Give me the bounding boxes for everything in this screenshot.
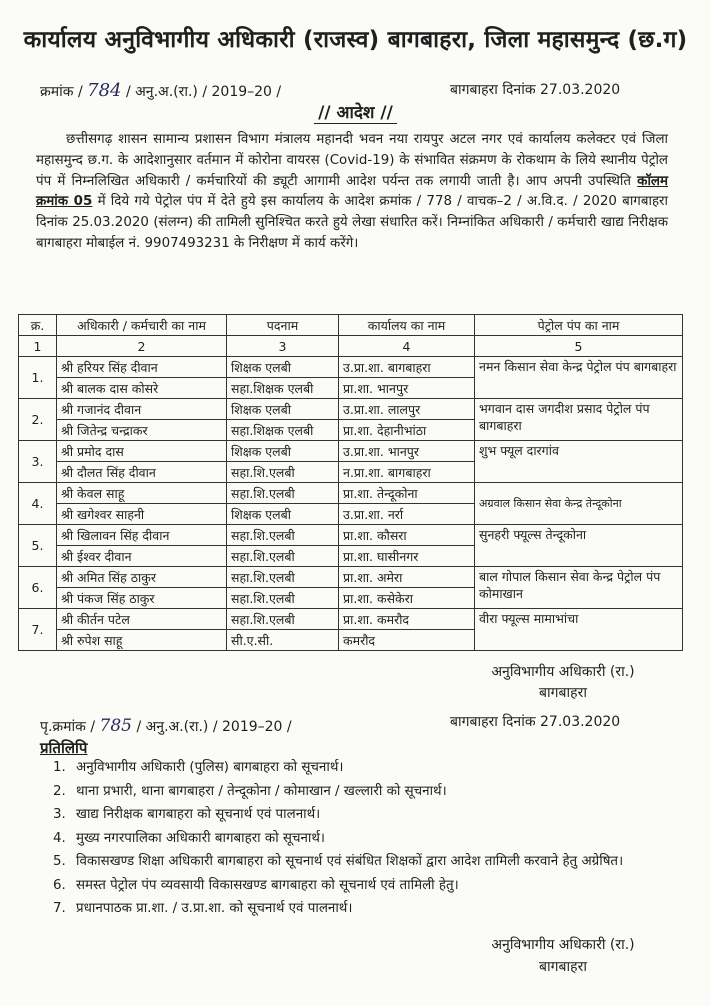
duty-table [18,314,683,651]
office-cell: उ.प्रा.शा. बागबाहरा [339,357,475,378]
office-cell: उ.प्रा.शा. नर्रा [339,504,475,525]
office-cell: प्रा.शा. घासीनगर [339,546,475,567]
table-row [19,399,683,420]
name-cell: श्री अमित सिंह ठाकुर [57,567,227,588]
post-cell: सी.ए.सी. [227,630,339,651]
header-name: अधिकारी / कर्मचारी का नाम [57,315,227,336]
order-body [36,130,668,255]
table-column-number-row [19,336,683,357]
order-date: बागबाहरा दिनांक 27.03.2020 [450,82,621,98]
post-cell: शिक्षक एलबी [227,399,339,420]
ref-number-handwritten: 785 [99,716,132,736]
signatory-place: बागबाहरा [539,959,587,975]
copy-to-heading: प्रतिलिपि [40,739,88,757]
serial-cell: 6. [19,567,57,609]
header-post: पदनाम [227,315,339,336]
list-item: 6. समस्त पेट्रोल पंप व्यवसायी विकासखण्ड बागबाहरा को सूचनार्थ एवं तामिली हेतु। [70,874,670,898]
header-serial: क्र. [19,315,57,336]
list-item: 2. थाना प्रभारी, थाना बागबाहरा / तेन्दूकोना / कोमाखान / खल्लारी को सूचनार्थ। [70,780,670,804]
serial-cell: 7. [19,609,57,651]
pump-cell: सुनहरी फ्यूल्स तेन्दूकोना [475,525,683,567]
post-cell: सहा.शि.एलबी [227,546,339,567]
pump-cell: नमन किसान सेवा केन्द्र पेट्रोल पंप बागबाहरा [475,357,683,399]
ref-prefix: पृ.क्रमांक / [40,719,96,735]
office-cell: प्रा.शा. देहानीभांठा [339,420,475,441]
ref-prefix: क्रमांक / [40,84,83,100]
name-cell: श्री रुपेश साहू [57,630,227,651]
table-header-row [19,315,683,336]
table-row [19,609,683,630]
post-cell: सहा.शि.एलबी [227,525,339,546]
name-cell: श्री गजानंद दीवान [57,399,227,420]
office-cell: प्रा.शा. तेन्दूकोना [339,483,475,504]
post-cell: शिक्षक एलबी [227,357,339,378]
post-cell: सहा.शि.एलबी [227,588,339,609]
office-title: कार्यालय अनुविभागीय अधिकारी (राजस्व) बागबाहरा, जिला महासमुन्द (छ.ग) [23,27,688,53]
table-row [19,357,683,378]
pump-cell: बाल गोपाल किसान सेवा केन्द्र पेट्रोल पंप कोमाखान [475,567,683,609]
name-cell: श्री ईश्वर दीवान [57,546,227,567]
order-heading: // आदेश // [0,100,711,123]
order-text-bold: कॉलम क्रमांक 05 [36,173,668,210]
post-cell: शिक्षक एलबी [227,441,339,462]
name-cell: श्री जितेन्द्र चन्द्राकर [57,420,227,441]
serial-cell: 5. [19,525,57,567]
serial-cell: 1. [19,357,57,399]
signatory-designation: अनुविभागीय अधिकारी (रा.) [491,937,635,953]
table-row [19,483,683,504]
office-cell: कमरौद [339,630,475,651]
endorsement-date: बागबाहरा दिनांक 27.03.2020 [450,714,621,730]
order-text-1: छत्तीसगढ़ शासन सामान्य प्रशासन विभाग मंत्रालय महानदी भवन नया रायपुर अटल नगर एवं कार्यालय कलेक्टर एवं जिला महासमुन्द छ.ग. के आदेशानुसार वर्तमान में कोरोना वायरस (Covid-19) के संभावित संक्रमण के रोकथाम के लिये स्थानीय पेट्रोल पंप में निम्नलिखित अधिकारी / कर्मचारियों की ड्यूटी आगामी आदेश पर्यन्त तक लगायी जाती है। आप अपनी उपस्थिति [36,132,668,189]
col-number: 4 [339,336,475,357]
name-cell: श्री प्रमोद दास [57,441,227,462]
col-number: 2 [57,336,227,357]
name-cell: श्री हरियर सिंह दीवान [57,357,227,378]
name-cell: श्री खगेश्वर साहनी [57,504,227,525]
office-cell: प्रा.शा. कसेकेरा [339,588,475,609]
pump-cell: अग्रवाल किसान सेवा केन्द्र तेन्दूकोना [475,483,683,525]
header-pump: पेट्रोल पंप का नाम [475,315,683,336]
ref-suffix: / अनु.अ.(रा.) / 2019–20 / [136,719,292,735]
post-cell: शिक्षक एलबी [227,504,339,525]
ref-number-handwritten: 784 [87,80,122,101]
ref-suffix: / अनु.अ.(रा.) / 2019–20 / [125,84,282,100]
col-number: 3 [227,336,339,357]
office-cell: उ.प्रा.शा. भानपुर [339,441,475,462]
endorsement-reference [40,716,292,736]
table-row [19,567,683,588]
office-cell: प्रा.शा. कौसरा [339,525,475,546]
name-cell: श्री खिलावन सिंह दीवान [57,525,227,546]
office-cell: प्रा.शा. अमेरा [339,567,475,588]
name-cell: श्री दौलत सिंह दीवान [57,462,227,483]
list-item: 1. अनुविभागीय अधिकारी (पुलिस) बागबाहरा को सूचनार्थ। [70,756,670,780]
list-item: 4. मुख्य नगरपालिका अधिकारी बागबाहरा को सूचनार्थ। [70,827,670,851]
name-cell: श्री केवल साहू [57,483,227,504]
table-row [19,525,683,546]
office-cell: न.प्रा.शा. बागबाहरा [339,462,475,483]
pump-cell: शुभ फ्यूल दारगांव [475,441,683,483]
copy-list [40,756,670,921]
post-cell: सहा.शि.एलबी [227,567,339,588]
post-cell: सहा.शि.एलबी [227,609,339,630]
office-cell: प्रा.शा. भानपुर [339,378,475,399]
table-row [19,441,683,462]
signatory-designation: अनुविभागीय अधिकारी (रा.) [491,664,635,680]
serial-cell: 4. [19,483,57,525]
pump-cell: भगवान दास जगदीश प्रसाद पेट्रोल पंप बागबाहरा [475,399,683,441]
name-cell: श्री कीर्तन पटेल [57,609,227,630]
office-cell: प्रा.शा. कमरौद [339,609,475,630]
signatory-place: बागबाहरा [539,685,587,701]
serial-cell: 3. [19,441,57,483]
col-number: 5 [475,336,683,357]
signature-block-1 [458,662,668,704]
list-item: 3. खाद्य निरीक्षक बागबाहरा को सूचनार्थ एवं पालनार्थ। [70,803,670,827]
order-text-2: में दिये गये पेट्रोल पंप में देते हुये इस कार्यालय के आदेश क्रमांक / 778 / वाचक–2 / अ.वि.द. / 2020 बागबाहरा दिनांक 25.03.2020 (संलग्न) की तामिली सुनिश्चित करते हुये लेखा संधारित करें। निम्नांकित अधिकारी / कर्मचारी खाद्य निरीक्षक बागबाहरा मोबाईल नं. 9907493231 के निरीक्षण में कार्य करेंगे। [36,194,668,251]
list-item: 5. विकासखण्ड शिक्षा अधिकारी बागबाहरा को सूचनार्थ एवं संबंधित शिक्षकों द्वारा आदेश तामिली करवाने हेतु अग्रेषित। [70,850,670,874]
post-cell: सहा.शिक्षक एलबी [227,378,339,399]
post-cell: सहा.शिक्षक एलबी [227,420,339,441]
post-cell: सहा.शि.एलबी [227,483,339,504]
office-cell: उ.प्रा.शा. लालपुर [339,399,475,420]
list-item: 7. प्रधानपाठक प्रा.शा. / उ.प्रा.शा. को सूचनार्थ एवं पालनार्थ। [70,897,670,921]
order-reference [40,80,281,101]
header-office: कार्यालय का नाम [339,315,475,336]
col-number: 1 [19,336,57,357]
pump-cell: वीरा फ्यूल्स मामाभांचा [475,609,683,651]
name-cell: श्री पंकज सिंह ठाकुर [57,588,227,609]
signature-block-2 [458,934,668,978]
serial-cell: 2. [19,399,57,441]
post-cell: सहा.शि.एलबी [227,462,339,483]
name-cell: श्री बालक दास कोसरे [57,378,227,399]
